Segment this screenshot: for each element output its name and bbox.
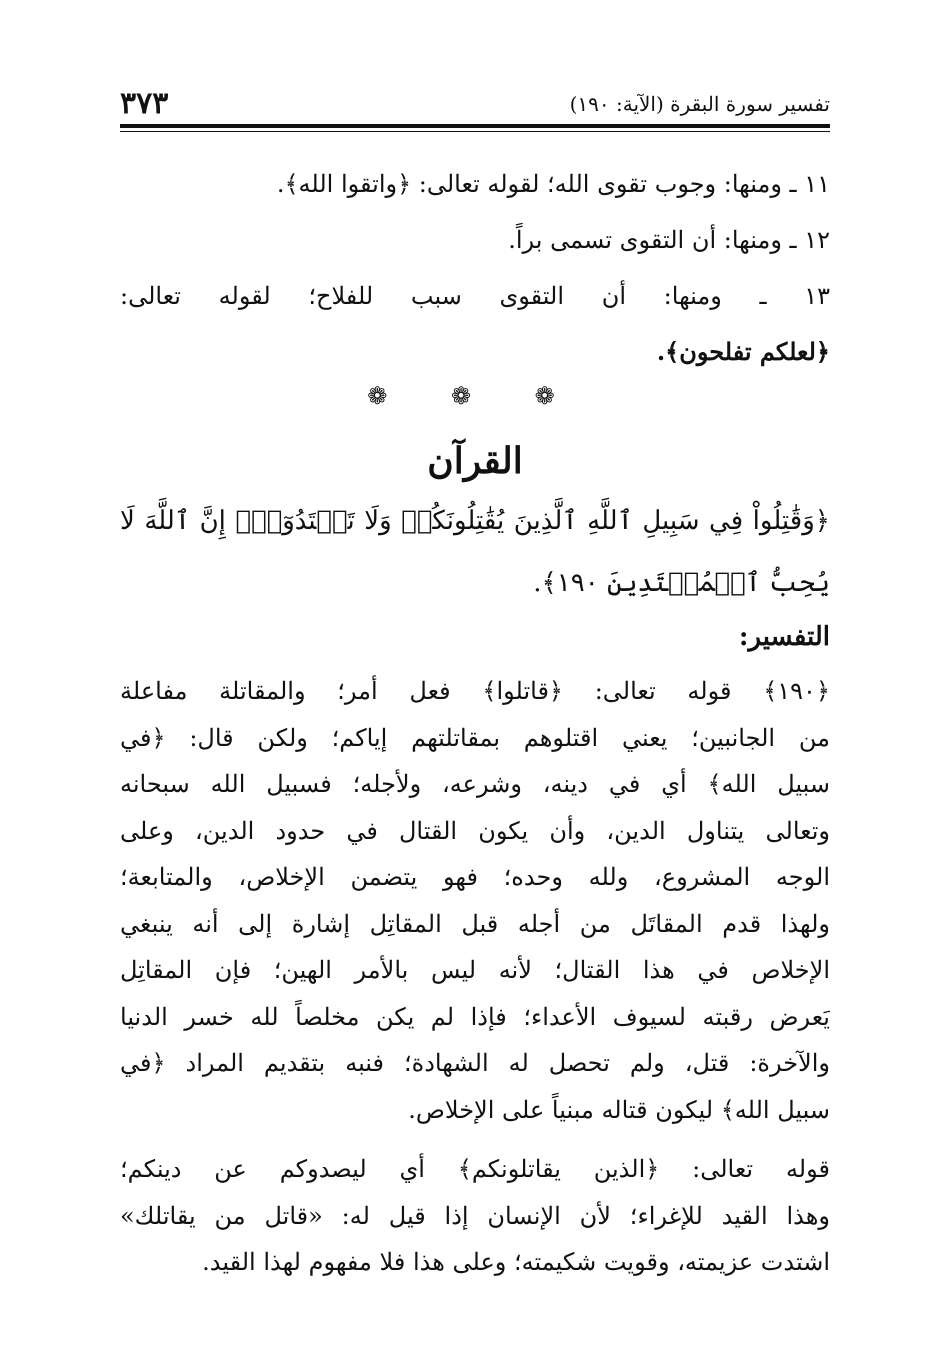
point-12: [120, 212, 830, 268]
header-rule-thin: [120, 131, 830, 132]
paragraph-line: قوله تعالى: ﴿الذين يقاتلونكم﴾ أي ليصدوكم عن دينكم؛: [120, 1155, 830, 1183]
point-line: ١٢ ـ ومنها: أن التقوى تسمى براً.: [508, 226, 830, 254]
page-number: ٣٧٣: [120, 86, 169, 121]
tafsir-paragraph-1: [120, 668, 830, 1133]
point-line: ١٣ ـ ومنها: أن التقوى سبب للفلاح؛ لقوله تعالى:: [120, 282, 830, 310]
paragraph-line: الوجه المشروع، ولله وحده؛ فهو يتضمن الإخلاص، والمتابعة؛: [120, 863, 830, 891]
point-13: [120, 268, 830, 380]
paragraph-line: وتعالى يتناول الدين، وأن يكون القتال في حدود الدين، وعلى: [120, 816, 830, 845]
paragraph-line: اشتدت عزيمته، وقويت شكيمته؛ وعلى هذا فلا مفهوم لهذا القيد.: [202, 1248, 830, 1276]
paragraph-line: وهذا القيد للإغراء؛ لأن الإنسان إذا قيل له: «قاتل من يقاتلك»: [120, 1201, 830, 1230]
paragraph-line: من الجانبين؛ يعني اقتلوهم بمقاتلتهم إياكم؛ ولكن قال: ﴿في: [120, 723, 830, 752]
running-title: تفسير سورة البقرة (الآية: ١٩٠): [569, 92, 830, 116]
paragraph-line: والآخرة: قتل، ولم تحصل له الشهادة؛ فنبه بتقديم المراد ﴿في: [120, 1049, 830, 1077]
header-rule-thick: [120, 124, 830, 128]
section-separator: ❁ ❁ ❁: [367, 382, 583, 410]
paragraph-line: يَعرض رقبته لسيوف الأعداء؛ فإذا لم يكن مخلصاً لله خسر الدنيا: [120, 1002, 830, 1031]
paragraph-line: ﴿١٩٠﴾ قوله تعالى: ﴿قاتلوا﴾ فعل أمر؛ والمقاتلة مفاعلة: [120, 677, 830, 705]
verse-line: يُحِبُّ ٱلۡمُعۡتَدِينَ ١٩٠﴾.: [533, 568, 830, 598]
verse-line: ﴿وَقَٰتِلُواْ فِي سَبِيلِ ٱللَّهِ ٱلَّذِينَ يُقَٰتِلُونَكُمۡ وَلَا تَعۡتَدُوٓاْۚ إِنَّ ٱللَّهَ لَا: [120, 506, 830, 536]
running-header: [120, 86, 830, 120]
quran-heading: القرآن: [427, 440, 523, 482]
point-line: ١١ ـ ومنها: وجوب تقوى الله؛ لقوله تعالى: ﴿واتقوا الله﴾.: [276, 170, 830, 198]
point-11: [120, 156, 830, 212]
tafsir-heading: التفسير:: [738, 622, 830, 652]
paragraph-line: الإخلاص في هذا القتال؛ لأنه ليس بالأمر الهين؛ فإن المقاتِل: [120, 956, 830, 984]
paragraph-line: سبيل الله﴾ أي في دينه، وشرعه، ولأجله؛ فسبيل الله سبحانه: [120, 770, 830, 798]
paragraph-line: ولهذا قدم المقاتَل من أجله قبل المقاتِل إشارة إلى أنه ينبغي: [120, 909, 830, 938]
point-line: ﴿لعلكم تفلحون﴾.: [656, 337, 830, 366]
paragraph-line: سبيل الله﴾ ليكون قتاله مبنياً على الإخلاص.: [408, 1095, 830, 1124]
tafsir-paragraph-2: [120, 1146, 830, 1286]
quran-verse: [120, 490, 830, 614]
